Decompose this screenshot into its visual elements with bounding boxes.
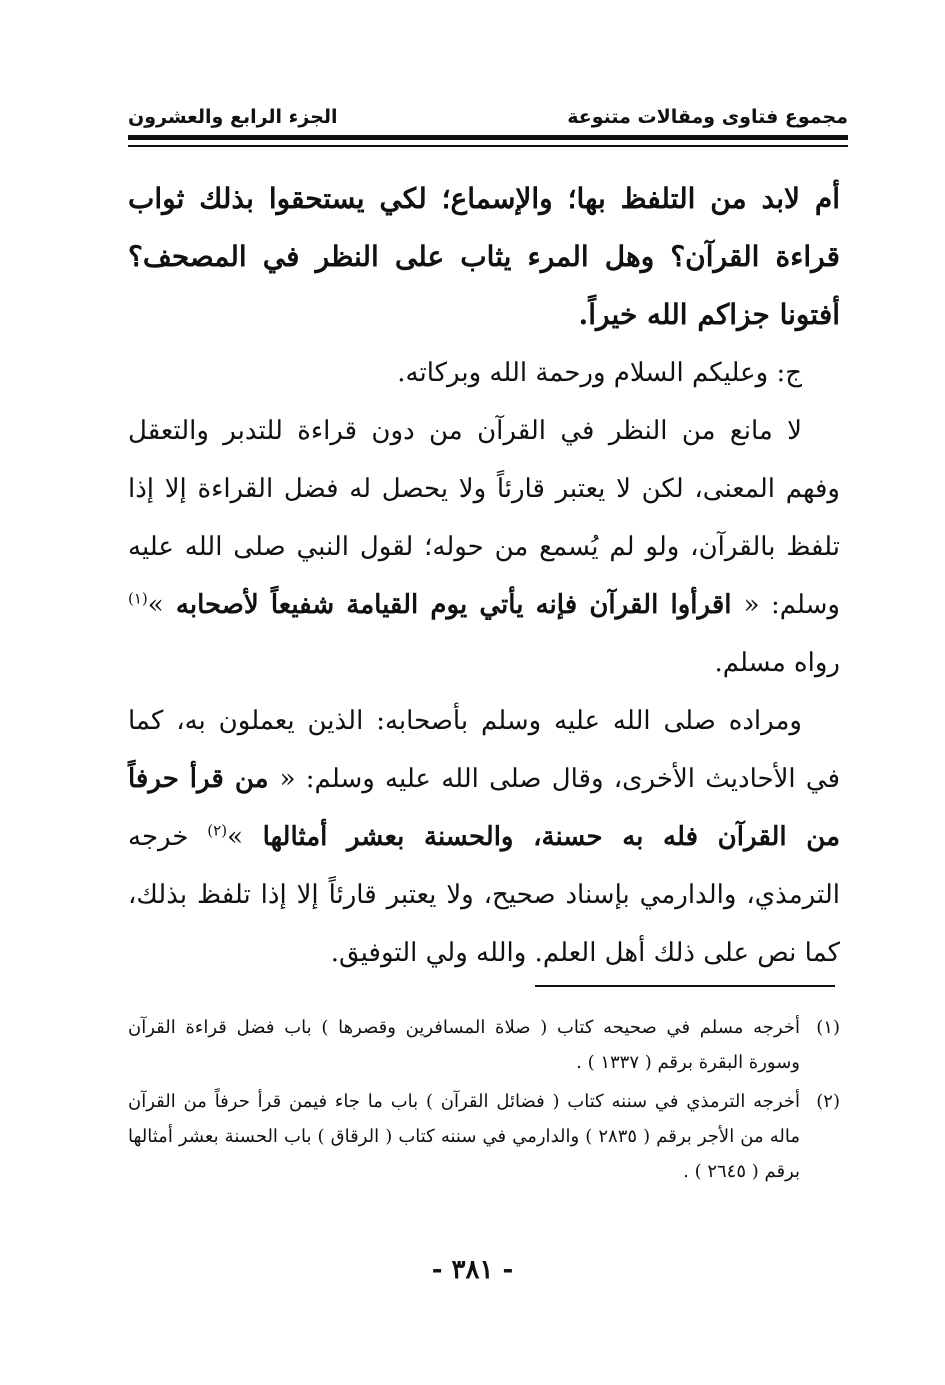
header-rule-thin (128, 145, 848, 147)
footnote-ref-1: (١) (128, 589, 148, 608)
main-text (128, 170, 840, 982)
header-rule-thick (128, 135, 848, 140)
header-book-title: مجموع فتاوى ومقالات متنوعة (567, 106, 848, 128)
header-volume-title: الجزء الرابع والعشرون (128, 106, 338, 128)
answer-paragraph-1 (128, 402, 840, 692)
answer-p1-text: لا مانع من النظر في القرآن من دون قراءة للتدبر والتعقل وفهم المعنى، لكن لا يعتبر قارئاً ولا يحصل له فضل القراءة إلا إذا تلفظ بالقرآن، ولو لم يُسمع من حوله؛ لقول النبي صلى الله عليه وسلم: « (128, 416, 840, 620)
question-text: أم لابد من التلفظ بها؛ والإسماع؛ لكي يستحقوا بذلك ثواب قراءة القرآن؟ وهل المرء يثاب على النظر في المصحف؟ أفتونا جزاكم الله خيراً. (128, 182, 840, 331)
answer-p2-tail: خرجه الترمذي، والدارمي بإسناد صحيح، ولا يعتبر قارئاً إلا إذا تلفظ بذلك، كما نص على ذلك أهل العلم. والله ولي التوفيق. (128, 822, 840, 968)
footnote-separator (535, 985, 835, 987)
footnote-2 (128, 1084, 840, 1189)
footnote-text: أخرجه مسلم في صحيحه كتاب ( صلاة المسافرين وقصرها ) باب فضل قراءة القرآن وسورة البقرة برقم ( ١٣٣٧ ) . (128, 1017, 800, 1073)
hadith-quote-2: من قرأ حرفاً من القرآن فله به حسنة، والحسنة بعشر أمثالها (128, 764, 840, 852)
footnote-text: أخرجه الترمذي في سننه كتاب ( فضائل القرآن ) باب ما جاء فيمن قرأ حرفاً من القرآن ماله من الأجر برقم ( ٢٨٣٥ ) والدارمي في سننه كتاب ( الرقاق ) باب الحسنة بعشر أمثالها برقم ( ٢٦٤٥ ) . (128, 1091, 800, 1182)
answer-p2-text: ومراده صلى الله عليه وسلم بأصحابه: الذين يعملون به، كما في الأحاديث الأخرى، وقال صلى الله عليه وسلم: « (128, 706, 840, 794)
hadith-quote-1: اقرأوا القرآن فإنه يأتي يوم القيامة شفيعاً لأصحابه (163, 590, 744, 620)
quote-close-2: » (227, 822, 243, 852)
footnotes (128, 1010, 840, 1193)
footnote-1 (128, 1010, 840, 1080)
footnote-number: (١) (816, 1017, 840, 1038)
footnote-ref-2: (٢) (207, 821, 228, 840)
running-header (128, 98, 848, 128)
quote-close-1: » (147, 590, 164, 620)
footnote-number: (٢) (816, 1091, 840, 1112)
answer-p1-tail: رواه مسلم. (714, 648, 840, 678)
page-number: - ٣٨١ - (431, 1255, 514, 1285)
answer-greeting: ج: وعليكم السلام ورحمة الله وبركاته. (397, 358, 802, 388)
answer-paragraph-2 (128, 692, 840, 982)
